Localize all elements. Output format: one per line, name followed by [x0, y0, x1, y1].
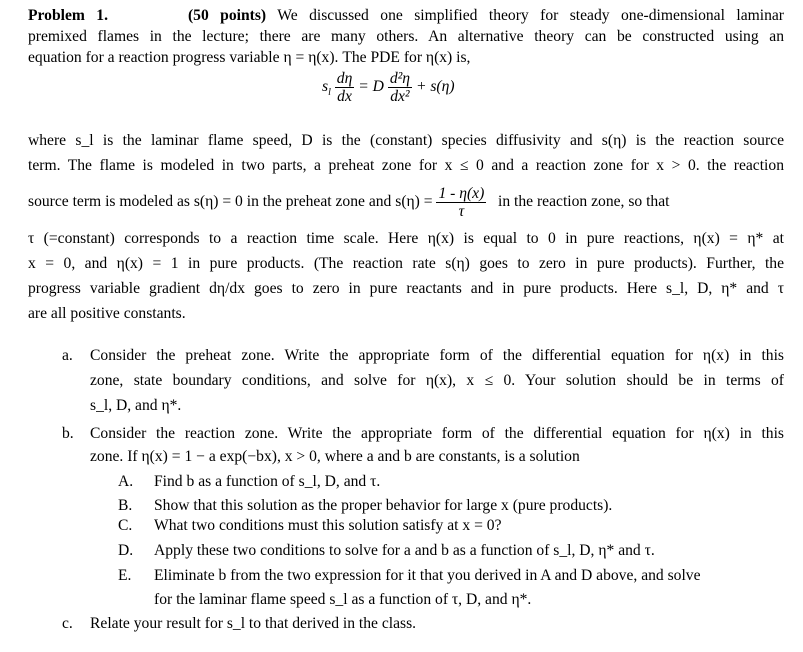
sub-e-label: E.	[118, 567, 132, 584]
source-fraction: $\frac{1 - \eta(x)}{\tau}$	[438, 184, 485, 220]
part-a-line-1: Consider the preheat zone. Write the appropriate form of the differential equation for η(x) in this	[90, 347, 784, 364]
sub-b-text: Show that this solution as the proper behavior for large x (pure products).	[154, 497, 613, 514]
eq-equals-d: = D	[358, 78, 384, 96]
part-b-line-2: zone. If η(x) = 1 − a exp(−bx), x > 0, where a and b are constants, is a solution	[90, 448, 580, 465]
sub-d-label: D.	[118, 542, 134, 559]
sub-e-text: Eliminate b from the two expression for it that you derived in A and D above, and solve	[154, 567, 701, 584]
sub-c-text: What two conditions must this solution satisfy at x = 0?	[154, 517, 502, 534]
part-b-line-1: Consider the reaction zone. Write the appropriate form of the differential equation for η(x) in this	[90, 425, 784, 442]
part-c-label: c.	[62, 615, 73, 632]
part-b-label: b.	[62, 425, 74, 442]
source-line-left: source term is modeled as s(η) = 0 in the preheat zone and s(η) =	[28, 193, 433, 210]
eq-source: + s(η)	[415, 78, 455, 96]
sub-c-label: C.	[118, 517, 133, 534]
part-c-line-1: Relate your result for s_l to that derived in the class.	[90, 615, 417, 632]
sub-a-text: Find b as a function of s_l, D, and τ.	[154, 473, 381, 490]
eq-rhs-fraction: $\frac{\text{d²η}}{\text{dx²}}$	[389, 70, 411, 105]
problem-points: (50 points)	[187, 7, 267, 24]
source-line-right: in the reaction zone, so that	[498, 193, 670, 210]
tau-line-3: progress variable gradient dη/dx goes to zero in pure reactants and in pure products. Here s_l, D, η* and τ	[28, 280, 784, 297]
sub-e-line-2: for the laminar flame speed s_l as a function of τ, D, and η*.	[154, 591, 532, 608]
sub-d-text: Apply these two conditions to solve for a and b as a function of s_l, D, η* and τ.	[154, 542, 655, 559]
tau-line-4: are all positive constants.	[28, 305, 186, 322]
sub-a-label: A.	[118, 473, 134, 490]
source-line	[28, 181, 670, 223]
eq-lhs-fraction: $\frac{d\eta}{dx}$	[336, 70, 353, 105]
tau-line-2: x = 0, and η(x) = 1 in pure products. (The reaction rate s(η) goes to zero in pure products). Further, the	[28, 255, 784, 272]
intro-line-3: equation for a reaction progress variable η = η(x). The PDE for η(x) is,	[28, 49, 471, 66]
problem-title: Problem 1.	[28, 7, 108, 24]
pde-equation	[322, 70, 455, 105]
intro-line-1	[28, 6, 784, 26]
tau-line-1: τ (=constant) corresponds to a reaction time scale. Here η(x) is equal to 0 in pure reactions, η(x) = η* at	[28, 230, 784, 247]
part-a-line-2: zone, state boundary conditions, and solve for η(x), x ≤ 0. Your solution should be in terms of	[90, 372, 784, 389]
part-a-line-3: s_l, D, and η*.	[90, 397, 182, 414]
where-line-1: where s_l is the laminar flame speed, D is the (constant) species diffusivity and s(η) is the reaction source	[28, 132, 784, 149]
intro-line-1-text: We discussed one simplified theory for steady one-dimensional laminar	[277, 7, 784, 24]
intro-line-2: premixed flames in the lecture; there are many others. An alternative theory can be constructed using an	[28, 28, 784, 45]
sub-b-label: B.	[118, 497, 133, 514]
eq-sl: $s_l$	[322, 78, 331, 99]
where-line-2: term. The flame is modeled in two parts, a preheat zone for x ≤ 0 and a reaction zone for x > 0. the reaction	[28, 157, 784, 174]
part-a-label: a.	[62, 347, 73, 364]
